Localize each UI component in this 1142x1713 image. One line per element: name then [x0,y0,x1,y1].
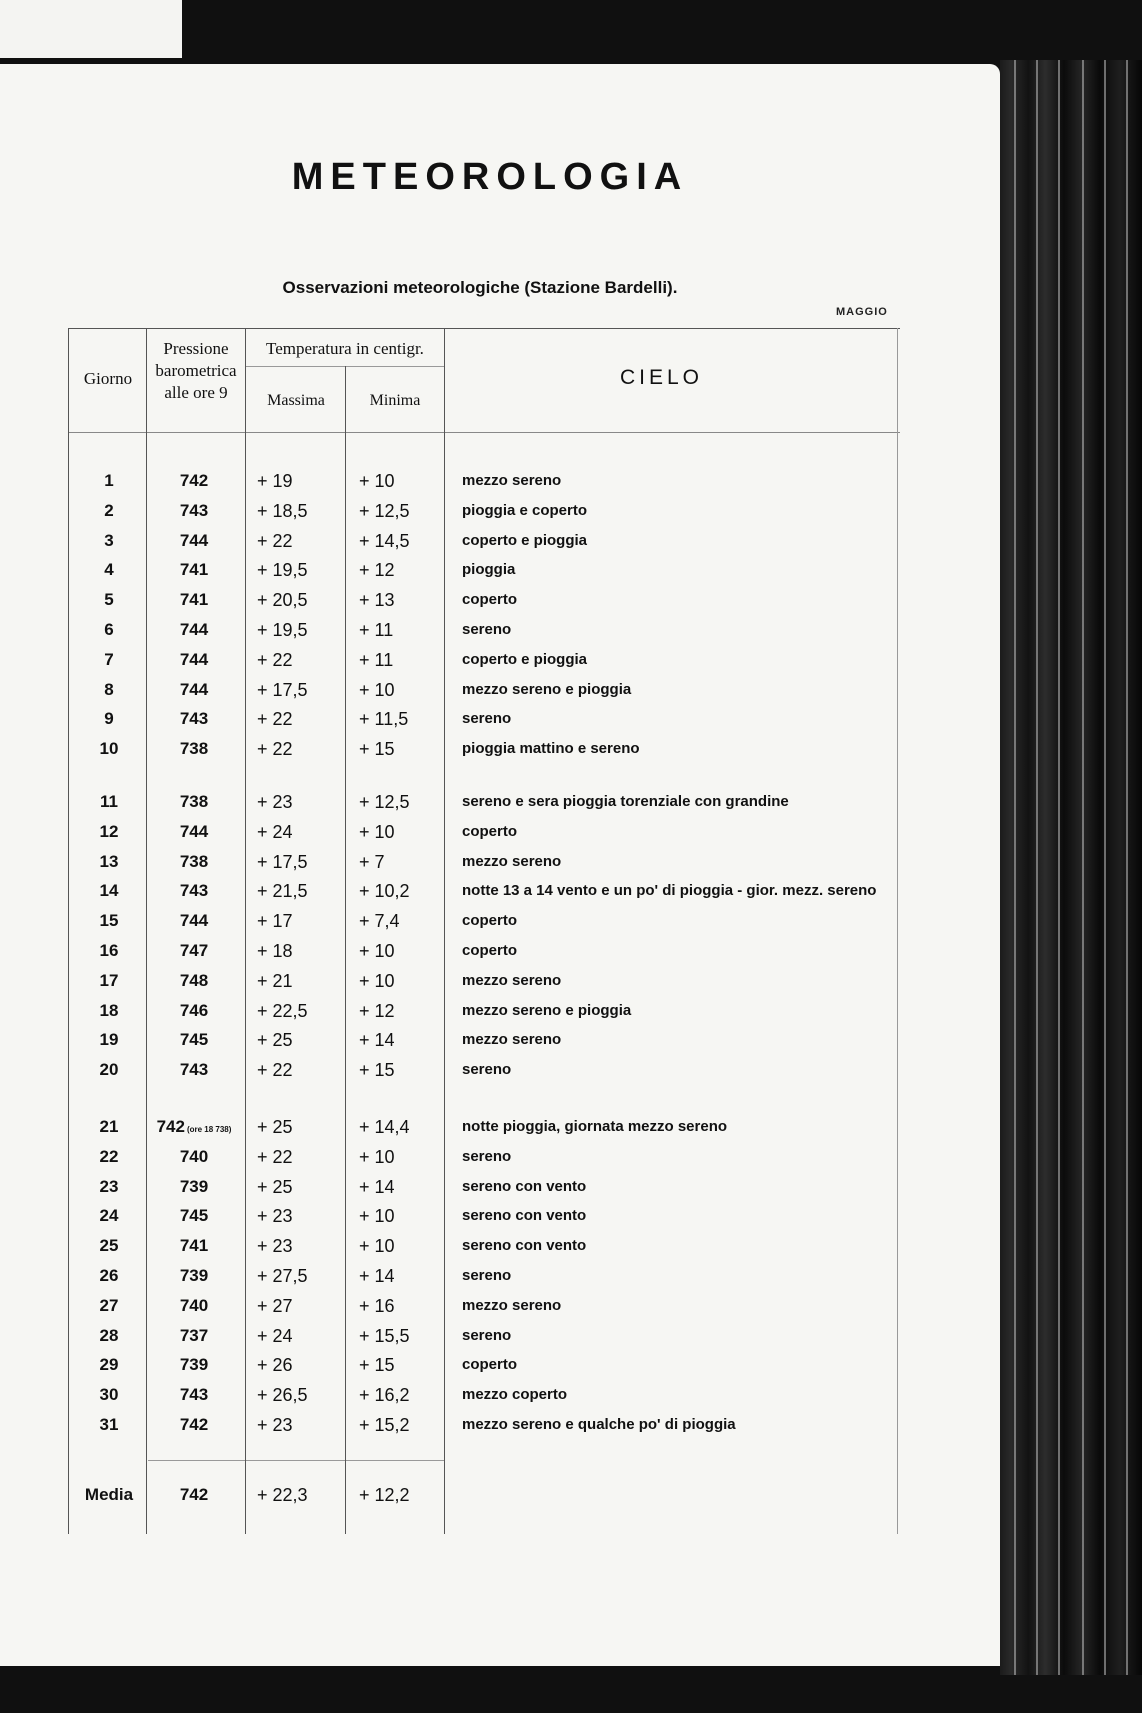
pressure-cell: 744 [179,649,209,669]
table-header-rule [68,432,900,433]
day-cell: 25 [99,1236,119,1256]
pressure-cell: 746 [179,1000,209,1020]
day-cell: 18 [99,1000,119,1020]
pressure-cell: 744 [179,620,209,639]
day-cell: 6 [104,620,114,639]
sky-cell: sereno [462,1267,512,1284]
day-cell: 15 [99,911,119,931]
pressure-cell: 742 [179,471,209,490]
sky-cell: mezzo sereno e pioggia [462,680,632,698]
min-temp-cell: + 7 [359,851,385,872]
min-temp-cell: + 11 [359,649,394,670]
min-temp-cell: + 15 [359,1060,395,1081]
table-row [70,1027,900,1053]
sky-cell: coperto [462,912,518,930]
table-top-rule [68,328,900,329]
max-temp-cell: + 27,5 [257,1266,308,1286]
day-cell: 8 [104,679,114,699]
day-cell: 7 [104,649,114,669]
max-temp-cell: + 26 [257,1355,293,1376]
table-row [70,1352,900,1378]
page-title: METEOROLOGIA [291,156,689,198]
pressure-cell: 745 [179,1030,209,1050]
day-cell: 5 [104,590,114,610]
max-temp-cell: + 27 [257,1295,293,1316]
table-row [70,998,900,1024]
max-temp-cell: + 24 [257,1325,293,1346]
pressure-cell: 739 [179,1176,209,1196]
pressure-cell: 744 [179,530,209,550]
header-pressione-line1: Pressione [163,339,229,358]
sky-cell: sereno [462,1326,512,1344]
pressure-cell: 745 [179,1206,209,1226]
min-temp-cell: + 10 [359,821,395,842]
pressure-cell: 738 [179,739,209,759]
day-cell: 3 [104,530,114,550]
min-temp-cell: + 10 [359,1236,395,1257]
pressure-cell: 743 [179,709,209,729]
min-temp-cell: + 12,5 [359,500,410,521]
sky-cell: pioggia [462,561,516,579]
sky-cell: mezzo sereno [462,971,562,989]
min-temp-cell: + 15,5 [359,1325,410,1346]
sky-cell: mezzo sereno [462,1031,562,1049]
max-temp-cell: + 22 [257,1060,293,1081]
min-temp-cell: + 10,2 [359,881,410,902]
header-temperatura: Temperatura in centigr. [266,339,424,358]
day-cell: 28 [99,1325,119,1345]
table-row [70,1293,900,1319]
table-row [70,1323,900,1349]
table-row [70,587,900,613]
day-cell: 21 [99,1117,119,1136]
table-row [70,1057,900,1083]
max-temp-cell: + 25 [257,1176,293,1197]
min-temp-cell: + 12,5 [359,792,410,812]
max-temp-cell: + 22 [257,1146,293,1167]
sky-cell: pioggia e coperto [462,501,588,519]
table-row [70,1412,900,1438]
max-temp-cell: + 21 [257,970,293,991]
pressure-cell: 743 [179,1060,209,1080]
pressure-cell: 743 [179,881,209,901]
sky-cell: coperto [462,822,518,840]
media-max-temp: + 22,3 [257,1485,308,1505]
min-temp-cell: + 10 [359,1146,395,1167]
header-minima: Minima [369,392,421,409]
sky-cell: sereno e sera pioggia torenziale con grandine [462,793,789,810]
header-massima: Massima [267,392,325,409]
min-temp-cell: + 10 [359,471,395,491]
table-row [70,557,900,583]
sky-cell: sereno con vento [462,1207,587,1225]
min-temp-cell: + 10 [359,1206,395,1227]
max-temp-cell: + 17,5 [257,679,308,700]
min-temp-cell: + 15 [359,739,395,760]
sky-cell: coperto e pioggia [462,531,588,549]
min-temp-cell: + 10 [359,679,395,700]
media-pressure: 742 [179,1485,209,1504]
day-cell: 4 [104,560,114,580]
day-cell: 12 [99,821,119,841]
pressure-cell: 743 [179,1385,209,1405]
min-temp-cell: + 16,2 [359,1385,410,1406]
header-pressione-line2: barometrica [155,361,237,380]
max-temp-cell: + 19,5 [257,620,308,640]
media-top-rule [148,1460,444,1461]
day-cell: 22 [99,1146,119,1166]
sky-cell: notte 13 a 14 vento e un po' di pioggia - gior. mezz. sereno [462,882,877,900]
day-cell: 26 [99,1266,119,1285]
day-cell: 9 [104,709,114,729]
sky-cell: coperto [462,1356,518,1374]
sky-cell: coperto e pioggia [462,650,588,668]
day-cell: 14 [99,881,119,901]
day-cell: 16 [99,941,119,960]
pressure-cell: 741 [179,1236,209,1256]
sky-cell: sereno con vento [462,1237,587,1255]
sky-cell: sereno [462,710,512,728]
table-subtitle: Osservazioni meteorologiche (Stazione Bardelli). [282,278,678,297]
table-row [70,617,900,643]
min-temp-cell: + 12 [359,1000,395,1021]
sky-cell: sereno con vento [462,1177,587,1195]
min-temp-cell: + 11 [359,620,394,640]
day-cell: 19 [99,1030,119,1050]
sky-cell: sereno [462,621,512,638]
sky-cell: mezzo sereno e qualche po' di pioggia [462,1416,736,1433]
sky-cell: coperto [462,591,518,609]
max-temp-cell: + 17,5 [257,851,308,872]
header-cielo: CIELO [620,366,704,389]
table-row [70,968,900,994]
table-row [70,677,900,703]
max-temp-cell: + 19 [257,471,293,491]
day-cell: 17 [99,970,119,990]
day-cell: 24 [99,1206,119,1226]
table-row [70,1233,900,1259]
pressure-cell: 748 [179,970,209,990]
max-temp-cell: + 20,5 [257,590,308,611]
book-spine-edge [1000,60,1142,1675]
sky-cell: sereno [462,1147,512,1165]
day-cell: 2 [104,500,114,520]
day-cell: 11 [100,792,118,811]
max-temp-cell: + 23 [257,792,293,812]
max-temp-cell: + 18,5 [257,500,308,521]
sky-cell: notte pioggia, giornata mezzo sereno [462,1118,728,1135]
max-temp-cell: + 23 [257,1206,293,1227]
min-temp-cell: + 14 [359,1030,395,1051]
max-temp-cell: + 18 [257,941,293,961]
max-temp-cell: + 22 [257,709,293,730]
max-temp-cell: + 26,5 [257,1385,308,1406]
max-temp-cell: + 17 [257,911,293,932]
table-row [70,1263,900,1289]
table-row [70,819,900,845]
min-temp-cell: + 10 [359,941,395,961]
pressure-cell: 739 [179,1266,209,1285]
day-cell: 10 [99,739,119,759]
pressure-cell: 739 [179,1355,209,1375]
table-row [70,849,900,875]
month-label: MAGGIO [836,306,888,318]
pressure-cell: 742 [179,1415,209,1434]
max-temp-cell: + 25 [257,1117,293,1137]
pressure-cell: 741 [179,560,209,580]
min-temp-cell: + 7,4 [359,911,400,932]
sky-cell: mezzo sereno [462,1296,562,1314]
max-temp-cell: + 24 [257,821,293,842]
pressure-note: (ore 18 738) [186,1125,232,1134]
pressure-cell: 738 [179,851,209,871]
sky-cell: mezzo sereno e pioggia [462,1001,632,1019]
sky-cell: mezzo sereno [462,472,562,489]
day-cell: 20 [99,1060,119,1080]
table-row [70,1203,900,1229]
day-cell: 31 [99,1415,119,1434]
table-row [70,1144,900,1170]
sky-cell: mezzo sereno [462,852,562,870]
day-cell: 13 [99,851,119,871]
col-rule-left [68,328,69,1534]
day-cell: 29 [99,1355,119,1375]
pressure-cell: 744 [179,821,209,841]
pressure-cell: 743 [179,500,209,520]
min-temp-cell: + 12 [359,560,395,581]
day-cell: 23 [99,1176,119,1196]
pressure-cell: 747 [179,941,209,960]
pressure-cell: 738 [179,792,209,811]
sky-cell: coperto [462,942,518,959]
table-row [70,468,900,494]
sky-cell: pioggia mattino e sereno [462,740,640,758]
min-temp-cell: + 14 [359,1176,395,1197]
header-giorno: Giorno [83,369,133,388]
min-temp-cell: + 10 [359,970,395,991]
table-row [70,736,900,762]
min-temp-cell: + 14 [359,1266,395,1286]
table-row [70,908,900,934]
min-temp-cell: + 14,5 [359,530,410,551]
table-row [70,528,900,554]
min-temp-cell: + 15,2 [359,1415,410,1435]
min-temp-cell: + 15 [359,1355,395,1376]
min-temp-cell: + 14,4 [359,1117,410,1137]
table-row [70,789,900,815]
pressure-cell: 741 [179,590,209,610]
pressure-cell: 744 [179,911,209,931]
max-temp-cell: + 21,5 [257,881,308,902]
media-min-temp: + 12,2 [359,1485,410,1505]
pressure-cell: 737 [179,1325,209,1345]
min-temp-cell: + 11,5 [359,709,409,730]
pressure-cell: 740 [179,1295,209,1315]
max-temp-cell: + 23 [257,1415,293,1435]
max-temp-cell: + 25 [257,1030,293,1051]
max-temp-cell: + 22,5 [257,1000,308,1021]
pressure-cell: 742 (ore 18 738) [156,1117,232,1136]
sky-cell: sereno [462,1061,512,1079]
table-row [70,938,900,964]
header-pressione-line3: alle ore 9 [164,383,228,402]
max-temp-cell: + 19,5 [257,560,308,581]
min-temp-cell: + 16 [359,1295,395,1316]
max-temp-cell: + 23 [257,1236,293,1257]
pressure-cell: 740 [179,1146,209,1166]
pressure-cell: 744 [179,679,209,699]
table-row [70,1174,900,1200]
min-temp-cell: + 13 [359,590,395,611]
day-cell: 1 [104,471,114,490]
table-row [70,647,900,673]
max-temp-cell: + 22 [257,530,293,551]
table-row [70,1114,900,1140]
table-row [70,1382,900,1408]
table-row [70,498,900,524]
scan-edge-strip [0,0,182,58]
media-row [70,1482,900,1508]
day-cell: 30 [99,1385,119,1405]
media-label: Media [84,1485,134,1504]
table-row [70,878,900,904]
day-cell: 27 [99,1295,119,1315]
table-row [70,706,900,732]
max-temp-cell: + 22 [257,739,293,760]
max-temp-cell: + 22 [257,649,293,670]
header-pressione [146,338,246,404]
sky-cell: mezzo coperto [462,1386,568,1404]
